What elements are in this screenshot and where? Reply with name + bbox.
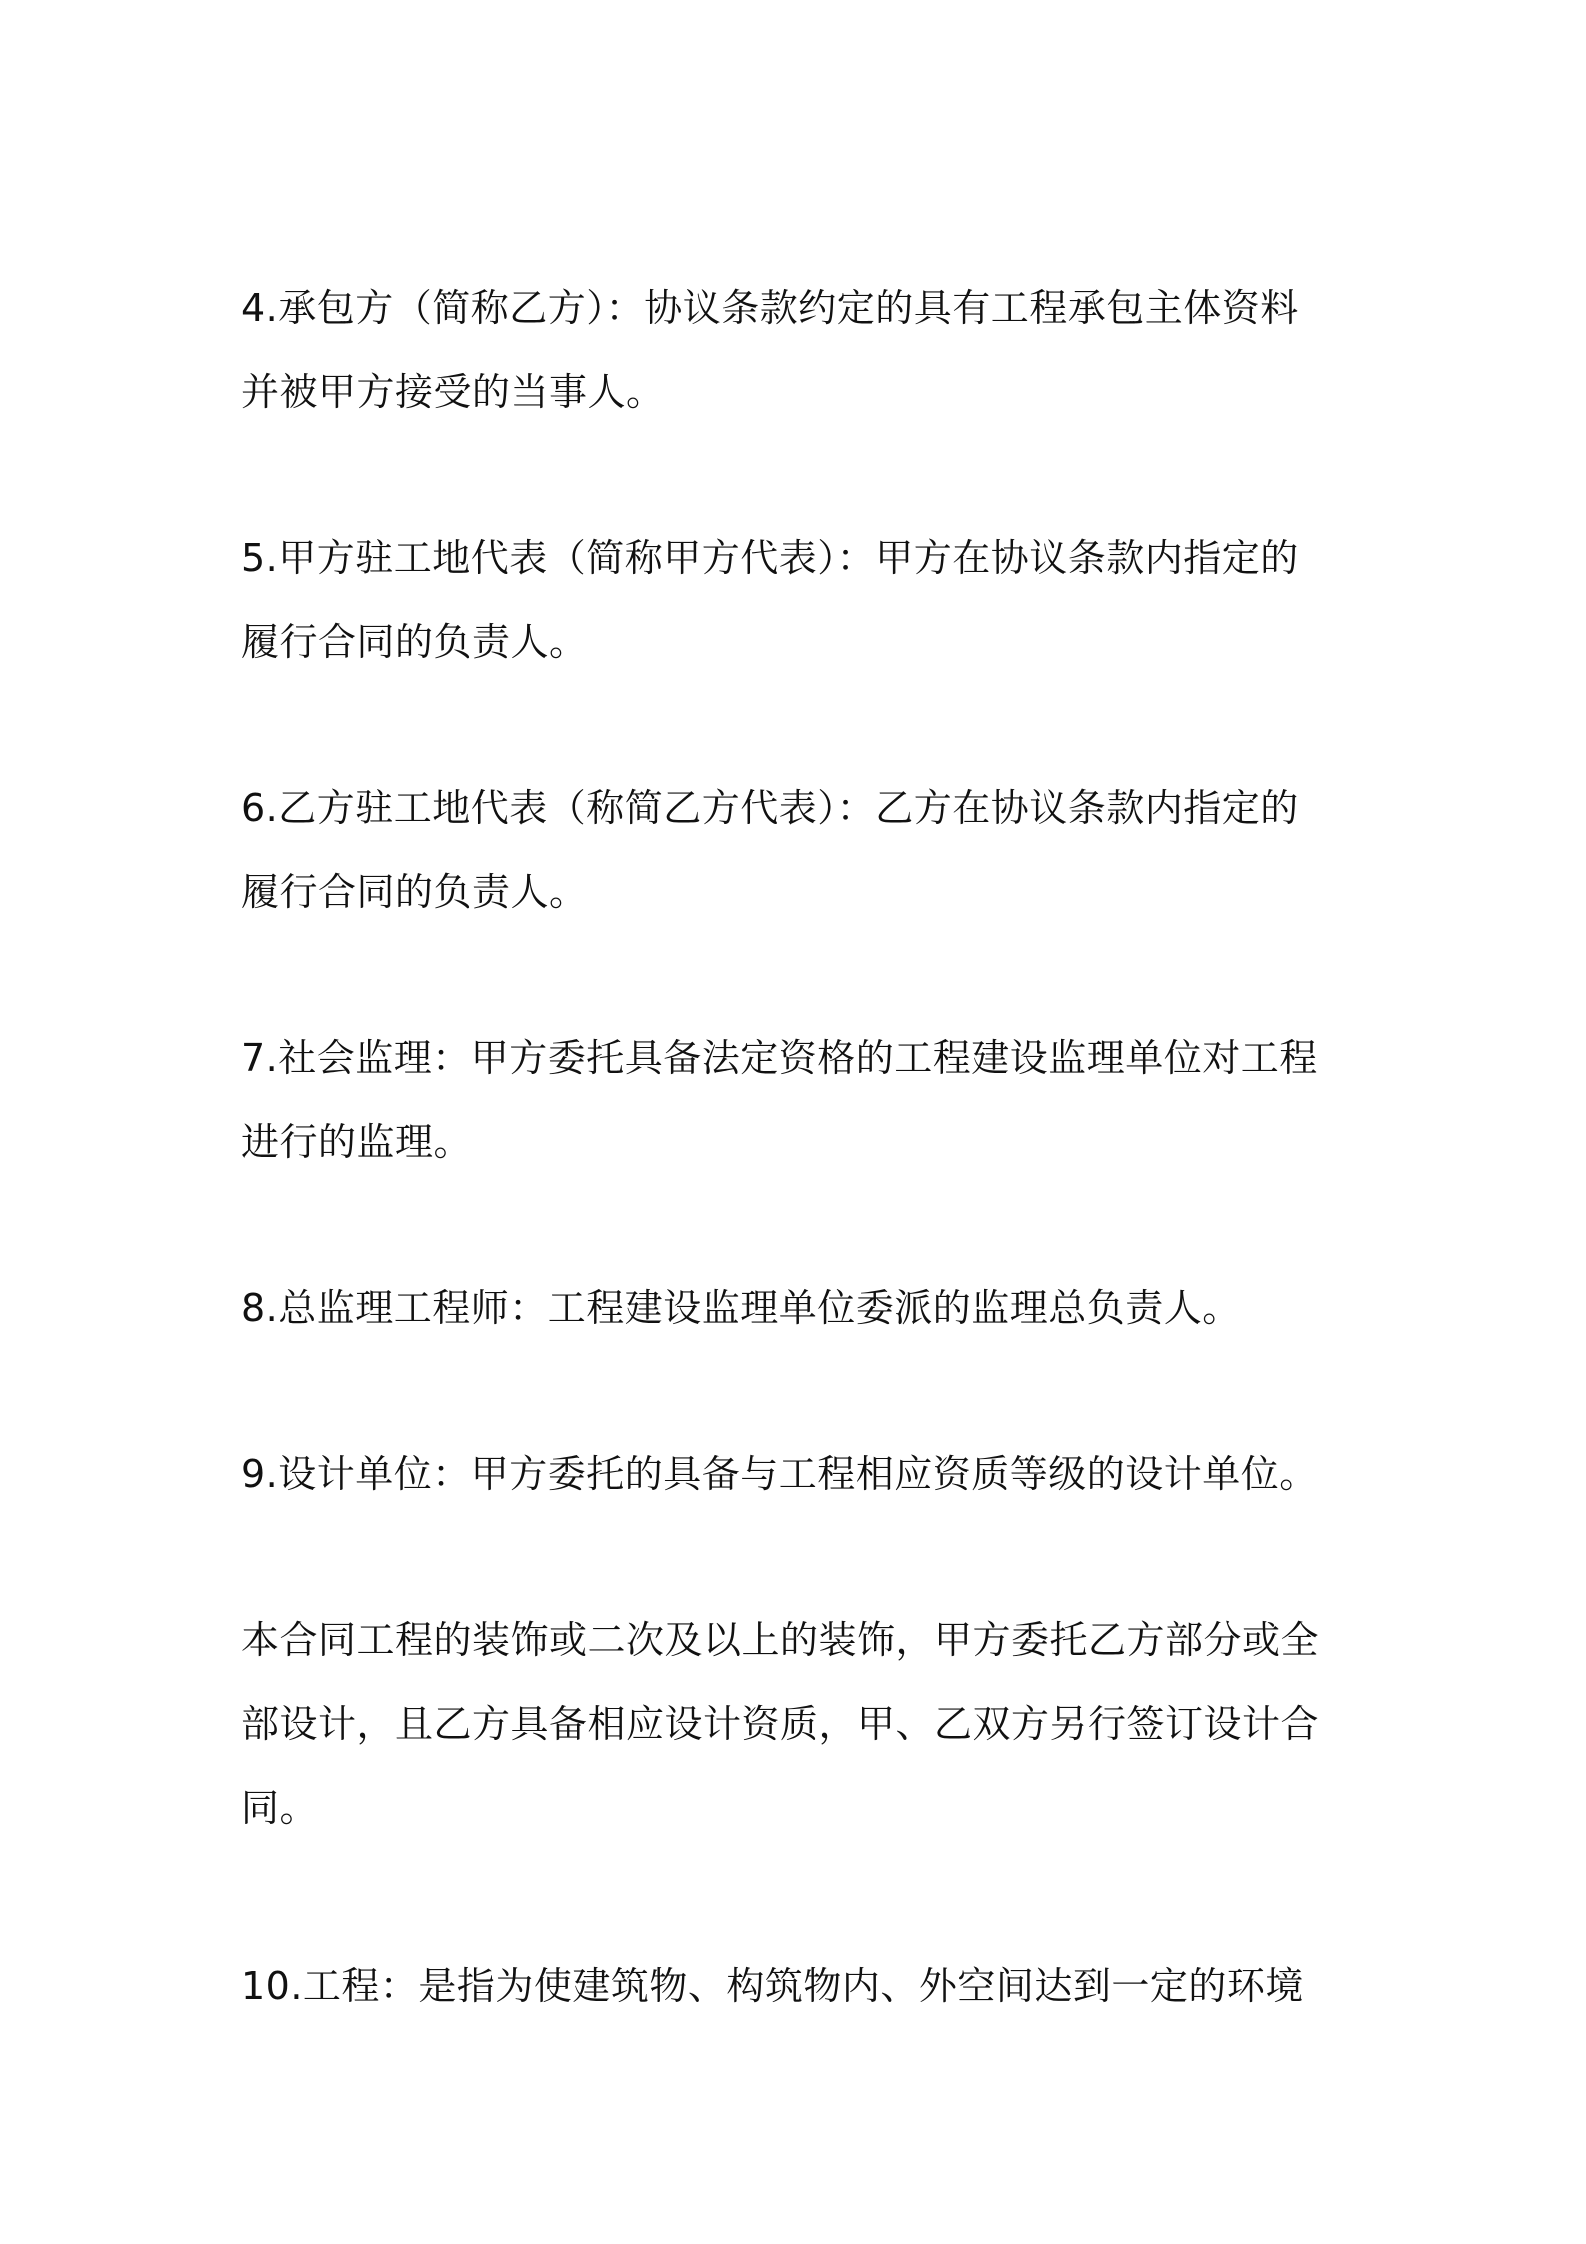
clause-7-paragraph: [241, 1016, 1361, 1184]
clause-5-line-1: 5.甲方驻工地代表（简称甲方代表）：甲方在协议条款内指定的: [241, 536, 1299, 580]
clause-9-line-1: 9.设计单位：甲方委托的具备与工程相应资质等级的设计单位。: [241, 1452, 1318, 1496]
clause-10-line-1: 10.工程：是指为使建筑物、构筑物内、外空间达到一定的环境: [241, 1964, 1304, 2008]
clause-8-line-1: 8.总监理工程师：工程建设监理单位委派的监理总负责人。: [241, 1286, 1241, 1330]
clause-7-line-2: 进行的监理。: [241, 1120, 473, 1164]
clause-10-paragraph: [241, 1944, 1361, 2028]
design-note-paragraph: [241, 1598, 1361, 1850]
clause-7-line-1: 7.社会监理：甲方委托具备法定资格的工程建设监理单位对工程: [241, 1036, 1318, 1080]
design-note-line-3: 同。: [241, 1786, 319, 1830]
design-note-line-2: 部设计，且乙方具备相应设计资质，甲、乙双方另行签订设计合: [241, 1702, 1320, 1746]
clause-8-paragraph: [241, 1266, 1361, 1350]
clause-5-paragraph: [241, 516, 1361, 684]
clause-6-line-2: 履行合同的负责人。: [241, 870, 588, 914]
clause-6-line-1: 6.乙方驻工地代表（称简乙方代表）：乙方在协议条款内指定的: [241, 786, 1299, 830]
design-note-line-1: 本合同工程的装饰或二次及以上的装饰，甲方委托乙方部分或全: [241, 1618, 1320, 1662]
clause-4-paragraph: [241, 266, 1361, 434]
clause-6-paragraph: [241, 766, 1361, 934]
clause-4-line-2: 并被甲方接受的当事人。: [241, 370, 665, 414]
clause-4-line-1: 4.承包方（简称乙方）：协议条款约定的具有工程承包主体资料: [241, 286, 1299, 330]
clause-9-paragraph: [241, 1432, 1361, 1516]
clause-5-line-2: 履行合同的负责人。: [241, 620, 588, 664]
